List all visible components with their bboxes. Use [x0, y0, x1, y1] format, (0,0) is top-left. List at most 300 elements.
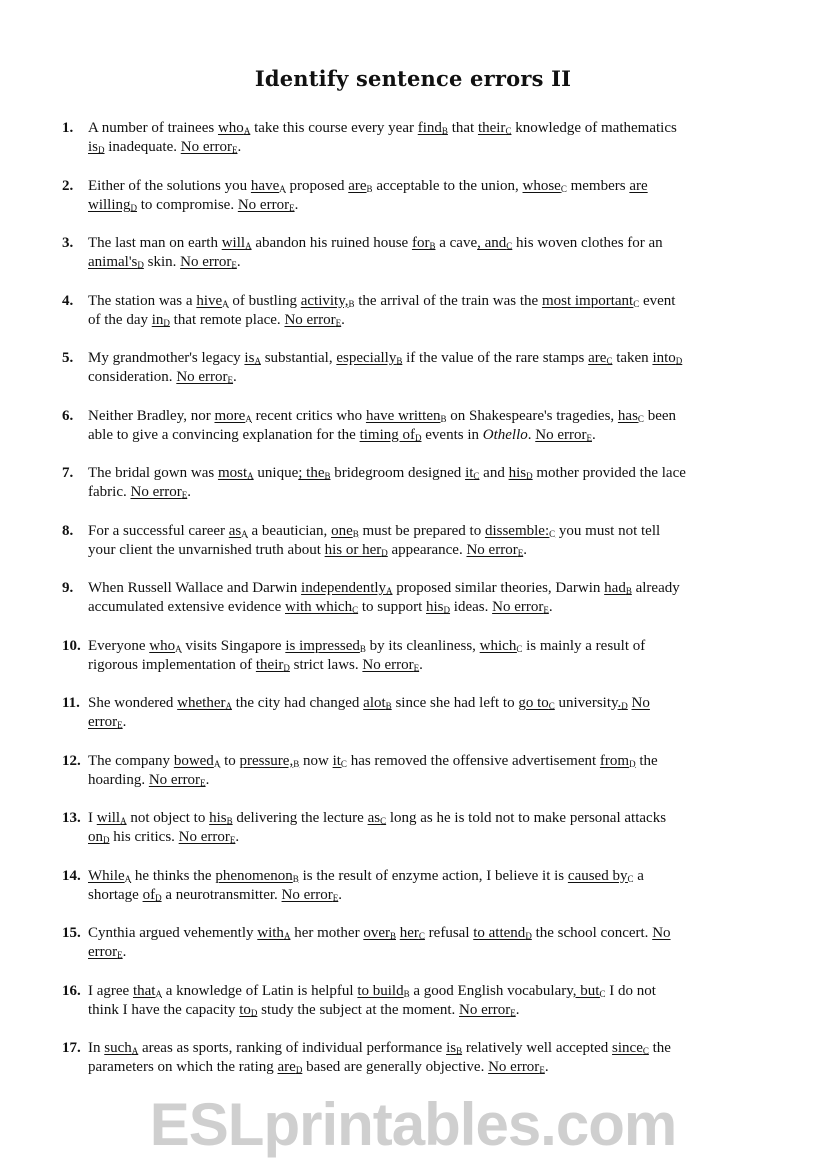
underlined-option[interactable] — [325, 542, 388, 558]
sentence-text: relatively well accepted — [462, 1040, 613, 1056]
sentence-text: been — [643, 407, 677, 424]
option-letter: E — [231, 145, 238, 156]
option-text: hive — [196, 292, 223, 309]
option-letter: A — [283, 931, 291, 941]
underlined-option[interactable] — [181, 139, 238, 155]
option-letter: E — [510, 1007, 516, 1018]
sentence-text: . — [294, 196, 299, 213]
underlined-option[interactable] — [600, 753, 636, 769]
option-text: , but — [572, 982, 600, 999]
sentence-text: visits Singapore — [181, 637, 286, 654]
sentence-text: his woven clothes for an — [512, 235, 663, 251]
underlined-option[interactable] — [652, 350, 682, 366]
page-title: Identify sentence errors II — [254, 66, 572, 91]
option-text: No error — [130, 484, 182, 501]
question-number: 9. — [62, 580, 74, 596]
option-letter: D — [415, 432, 422, 443]
sentence-text: . — [205, 771, 210, 788]
underlined-option[interactable] — [298, 465, 330, 481]
option-text: No error — [176, 369, 228, 386]
option-letter: C — [633, 298, 640, 309]
option-text: their — [255, 656, 284, 673]
sentence-text: . — [237, 139, 242, 156]
option-letter: D — [137, 260, 144, 271]
sentence-text: take this course every year — [250, 120, 418, 136]
sentence-text: substantial, — [260, 350, 337, 366]
question-number: 16. — [62, 982, 81, 999]
sentence-text: events in — [421, 426, 483, 443]
option-letter: B — [456, 1046, 463, 1056]
underlined-option[interactable] — [523, 178, 567, 194]
option-letter: D — [526, 471, 533, 481]
option-text: No error — [362, 656, 414, 673]
underlined-option[interactable] — [130, 484, 187, 500]
underlined-option[interactable] — [218, 465, 254, 481]
option-letter: C — [516, 643, 523, 654]
underlined-option[interactable] — [285, 638, 366, 654]
option-text: While — [88, 867, 125, 884]
underlined-option[interactable] — [485, 523, 555, 539]
option-letter: D — [155, 892, 162, 903]
underlined-option[interactable] — [426, 599, 450, 615]
question-text — [88, 982, 768, 1020]
option-text: most — [217, 465, 248, 481]
option-letter: E — [332, 892, 339, 903]
underlined-option[interactable] — [143, 887, 162, 903]
question-number: 7. — [62, 465, 74, 481]
underlined-option[interactable] — [477, 235, 512, 251]
sentence-text: I — [88, 810, 97, 826]
underlined-option[interactable] — [363, 925, 396, 941]
underlined-option[interactable] — [418, 120, 448, 136]
option-letter: C — [627, 873, 634, 884]
underlined-option[interactable] — [400, 925, 425, 941]
question-item — [62, 579, 762, 637]
underlined-option[interactable] — [88, 139, 105, 155]
underlined-option[interactable] — [492, 599, 549, 615]
sentence-text: inadequate. — [104, 139, 181, 156]
sentence-text: rigorous implementation of — [88, 656, 256, 673]
question-number: 17. — [62, 1040, 81, 1056]
option-text: caused by — [567, 867, 628, 884]
sentence-text: on Shakespeare's tragedies, — [446, 407, 618, 424]
sentence-text: the arrival of the train was the — [354, 292, 542, 309]
underlined-option[interactable] — [629, 178, 647, 194]
underlined-option[interactable] — [488, 1059, 545, 1075]
underlined-option[interactable] — [196, 293, 228, 309]
sentence-text: ideas. — [450, 599, 493, 616]
sentence-text: . — [523, 541, 527, 558]
underlined-option[interactable] — [336, 350, 402, 366]
option-text: in — [151, 311, 164, 328]
option-text: error — [88, 944, 118, 961]
option-text: who — [217, 120, 244, 136]
option-text: activity, — [300, 292, 349, 309]
option-text: No error — [466, 541, 518, 558]
underlined-option[interactable] — [301, 580, 392, 596]
option-text: phenomenon — [215, 867, 293, 884]
underlined-option[interactable] — [88, 254, 144, 270]
option-text: whether — [177, 695, 226, 711]
option-text: bowed — [173, 752, 214, 769]
sentence-text: A number of trainees — [88, 120, 218, 136]
option-text: will — [96, 810, 121, 826]
sentence-text: members — [566, 177, 630, 194]
underlined-option[interactable] — [104, 1040, 138, 1056]
question-number: 3. — [62, 235, 74, 251]
option-text: No error — [148, 771, 201, 788]
option-text: which — [479, 637, 517, 654]
sentence-text: is mainly a result of — [522, 637, 646, 654]
underlined-option[interactable] — [180, 254, 237, 270]
question-number: 6. — [62, 407, 74, 424]
underlined-option[interactable] — [360, 427, 422, 443]
sentence-text: the — [635, 752, 658, 769]
underlined-option[interactable] — [465, 465, 479, 481]
option-text: most important — [541, 292, 634, 309]
sentence-text: . — [591, 426, 596, 443]
sentence-text: the city had changed — [231, 695, 364, 711]
option-letter: E — [117, 950, 123, 961]
sentence-text: must be prepared to — [358, 522, 485, 539]
underlined-option[interactable] — [618, 695, 628, 711]
sentence-text: study the subject at the moment. — [257, 1001, 459, 1018]
sentence-text: . — [122, 714, 127, 731]
sentence-text: you must not tell — [555, 522, 661, 539]
question-text — [88, 464, 768, 502]
option-text: one — [331, 522, 353, 539]
underlined-option[interactable] — [133, 983, 162, 999]
option-text: pressure, — [239, 752, 294, 769]
option-letter: D — [621, 701, 628, 711]
underlined-option[interactable] — [368, 810, 387, 826]
sentence-text: has removed the offensive advertisement — [346, 752, 600, 769]
option-text: his — [426, 599, 444, 616]
underlined-option[interactable] — [229, 523, 248, 539]
sentence-text: proposed similar theories, Darwin — [392, 580, 605, 596]
sentence-text: based are generally objective. — [302, 1059, 489, 1076]
underlined-option[interactable] — [331, 523, 359, 539]
option-letter: A — [386, 586, 393, 596]
underlined-option[interactable] — [652, 925, 670, 941]
option-letter: C — [505, 126, 512, 136]
option-text: go to — [518, 695, 549, 711]
option-letter: D — [103, 835, 110, 846]
sentence-text: areas as sports, ranking of individual performance — [138, 1040, 447, 1056]
sentence-text: In — [88, 1040, 105, 1056]
option-text: it — [465, 465, 474, 481]
underlined-option[interactable] — [214, 408, 251, 424]
sentence-text: When Russell Wallace and Darwin — [88, 580, 302, 596]
sentence-text: of the day — [88, 311, 152, 328]
option-text: No error — [535, 426, 587, 443]
underlined-option[interactable] — [88, 197, 137, 213]
question-item — [62, 867, 762, 925]
underlined-option[interactable] — [174, 753, 221, 769]
option-text: on — [88, 829, 103, 846]
underlined-option[interactable] — [278, 1059, 303, 1075]
question-text — [88, 579, 768, 617]
underlined-option[interactable] — [209, 810, 233, 826]
option-letter: D — [629, 758, 636, 769]
sentence-text: think I have the capacity — [88, 1001, 240, 1018]
sentence-text: his critics. — [109, 829, 179, 846]
option-text: No error — [180, 254, 232, 271]
question-number: 14. — [62, 867, 81, 884]
underlined-option[interactable] — [612, 1040, 649, 1056]
option-letter: C — [352, 605, 359, 616]
option-letter: D — [675, 356, 683, 366]
underlined-option[interactable] — [239, 1002, 257, 1018]
question-text — [88, 809, 768, 847]
question-item — [62, 177, 762, 235]
question-item — [62, 1039, 762, 1097]
option-text: are — [277, 1059, 296, 1076]
underlined-option[interactable] — [459, 1002, 516, 1018]
option-text: such — [104, 1040, 132, 1056]
question-item — [62, 982, 762, 1040]
option-text: No error — [281, 886, 333, 903]
underlined-option[interactable] — [176, 369, 233, 385]
underlined-option[interactable] — [412, 235, 436, 251]
underlined-option[interactable] — [362, 657, 419, 673]
underlined-option[interactable] — [285, 599, 358, 615]
option-text: to build — [357, 982, 404, 999]
option-letter: E — [517, 547, 524, 558]
sentence-text: by its cleanliness, — [365, 637, 480, 654]
option-text: with — [257, 925, 284, 941]
sentence-text: of bustling — [228, 292, 301, 309]
option-letter: C — [340, 758, 347, 769]
watermark: ESLprintables.com — [149, 1091, 677, 1158]
option-letter: C — [548, 701, 555, 711]
option-letter: E — [117, 720, 123, 731]
underlined-option[interactable] — [257, 925, 290, 941]
sentence-text: proposed — [285, 177, 349, 194]
option-letter: C — [380, 816, 387, 826]
sentence-text: I do not — [605, 982, 656, 999]
option-text: dissemble: — [484, 522, 550, 539]
underlined-option[interactable] — [478, 120, 512, 136]
option-letter: E — [413, 662, 420, 673]
sentence-text: consideration. — [88, 369, 177, 386]
sentence-text: She wondered — [88, 695, 178, 711]
underlined-option[interactable] — [256, 657, 290, 673]
option-text: independently — [301, 580, 387, 596]
underlined-option[interactable] — [88, 868, 131, 884]
option-text: had — [604, 580, 626, 596]
underlined-option[interactable] — [149, 772, 206, 788]
underlined-option[interactable] — [244, 350, 261, 366]
underlined-option[interactable] — [518, 695, 554, 711]
italic-title: Othello — [482, 426, 528, 443]
question-text — [88, 752, 768, 790]
question-number: 8. — [62, 522, 74, 539]
option-letter: E — [229, 835, 236, 846]
underlined-option[interactable] — [446, 1040, 462, 1056]
underlined-option[interactable] — [542, 293, 639, 309]
underlined-option[interactable] — [480, 638, 523, 654]
sentence-text: he thinks the — [131, 867, 216, 884]
underlined-option[interactable] — [251, 178, 286, 194]
sentence-text: if the value of the rare stamps — [402, 350, 589, 366]
question-text — [88, 522, 768, 560]
underlined-option[interactable] — [282, 887, 339, 903]
underlined-option[interactable] — [149, 638, 181, 654]
underlined-option[interactable] — [366, 408, 447, 424]
underlined-option[interactable] — [239, 753, 299, 769]
option-text: is — [244, 350, 255, 366]
underlined-option[interactable] — [618, 408, 644, 424]
sentence-text: Everyone — [88, 637, 150, 654]
sentence-text: that remote place. — [169, 311, 285, 328]
underlined-option[interactable] — [357, 983, 409, 999]
underlined-option[interactable] — [88, 944, 123, 960]
sentence-text: Cynthia argued vehemently — [88, 925, 258, 941]
question-number: 4. — [62, 292, 74, 309]
underlined-option[interactable] — [284, 312, 341, 328]
option-text: his — [508, 465, 527, 481]
option-letter: D — [130, 202, 138, 213]
underlined-option[interactable] — [301, 293, 355, 309]
question-text — [88, 694, 768, 732]
question-number: 13. — [62, 810, 81, 826]
option-text: is — [88, 139, 99, 156]
question-number: 12. — [62, 752, 81, 769]
option-letter: B — [359, 643, 366, 654]
underlined-option[interactable] — [97, 810, 127, 826]
option-letter: A — [155, 988, 162, 999]
option-letter: D — [163, 317, 170, 328]
option-letter: A — [247, 471, 254, 481]
sentence-text: For a successful career — [88, 522, 229, 539]
question-item — [62, 349, 762, 407]
sentence-text: . — [419, 656, 423, 673]
underlined-option[interactable] — [238, 197, 295, 213]
sentence-text: . — [527, 426, 536, 443]
option-letter: B — [292, 873, 299, 884]
option-text: error — [88, 714, 118, 731]
underlined-option[interactable] — [509, 465, 533, 481]
underlined-option[interactable] — [88, 714, 123, 730]
question-text — [88, 1039, 768, 1077]
option-text: No error — [488, 1059, 540, 1076]
option-text: are — [629, 177, 648, 194]
option-letter: C — [606, 356, 613, 366]
sentence-text: skin. — [143, 254, 181, 271]
question-item — [62, 464, 762, 522]
sentence-text: My grandmother's legacy — [88, 350, 245, 366]
underlined-option[interactable] — [568, 868, 634, 884]
underlined-option[interactable] — [152, 312, 170, 328]
sentence-text: a neurotransmitter. — [161, 886, 282, 903]
underlined-option[interactable] — [177, 695, 232, 711]
underlined-option[interactable] — [348, 178, 372, 194]
sentence-text: . — [233, 369, 237, 386]
option-text: alot — [363, 695, 386, 711]
option-letter: A — [222, 298, 229, 309]
underlined-option[interactable] — [632, 695, 650, 711]
sentence-text: recent critics who — [251, 407, 366, 424]
underlined-option[interactable] — [218, 120, 250, 136]
underlined-option[interactable] — [179, 829, 236, 845]
option-letter: B — [385, 701, 392, 711]
sentence-text: . — [341, 311, 345, 328]
sentence-text: to support — [358, 599, 427, 616]
underlined-option[interactable] — [363, 695, 392, 711]
sentence-text: The company — [88, 752, 174, 769]
option-text: No error — [178, 829, 230, 846]
option-text: willing — [88, 196, 131, 213]
option-text: for — [411, 235, 430, 251]
sentence-text: accumulated extensive evidence — [88, 599, 285, 616]
option-text: have written — [365, 407, 441, 424]
question-item — [62, 637, 762, 695]
option-letter: A — [245, 413, 252, 424]
option-text: to attend — [473, 925, 526, 941]
option-text: of — [142, 886, 156, 903]
question-item — [62, 234, 762, 292]
option-letter: B — [293, 758, 300, 769]
option-letter: E — [335, 317, 342, 328]
question-text — [88, 637, 768, 675]
underlined-option[interactable] — [535, 427, 592, 443]
option-letter: D — [283, 662, 290, 673]
option-text: their — [477, 120, 506, 136]
option-text: , and — [477, 235, 507, 251]
sentence-text: a — [633, 867, 644, 884]
option-letter: C — [418, 931, 425, 941]
option-text: since — [612, 1040, 643, 1056]
underlined-option[interactable] — [588, 350, 612, 366]
option-letter: B — [324, 471, 331, 481]
question-item — [62, 522, 762, 580]
sentence-text: not object to — [126, 810, 210, 826]
option-letter: E — [181, 490, 188, 501]
option-text: ; the — [298, 465, 325, 481]
sentence-text: able to give a convincing explanation for the — [88, 426, 360, 443]
underlined-option[interactable] — [473, 925, 532, 941]
underlined-option[interactable] — [88, 829, 110, 845]
underlined-option[interactable] — [215, 868, 299, 884]
underlined-option[interactable] — [466, 542, 523, 558]
option-text: are — [348, 177, 367, 194]
option-letter: A — [245, 241, 252, 251]
option-letter: A — [254, 356, 261, 366]
sentence-text: a beautician, — [247, 522, 332, 539]
option-letter: E — [231, 260, 237, 271]
sentence-text: . — [515, 1001, 520, 1018]
underlined-option[interactable] — [573, 983, 606, 999]
option-letter: B — [348, 298, 355, 309]
option-letter: C — [473, 471, 480, 481]
option-letter: B — [352, 528, 359, 539]
option-letter: A — [120, 816, 127, 826]
underlined-option[interactable] — [604, 580, 632, 596]
option-text: are — [588, 350, 607, 366]
sentence-text: refusal — [424, 925, 474, 941]
underlined-option[interactable] — [222, 235, 252, 251]
sentence-text: is the result of enzyme action, I believe it is — [298, 867, 568, 884]
option-letter: C — [642, 1046, 649, 1056]
question-number: 15. — [62, 925, 81, 941]
option-text: more — [214, 407, 246, 424]
sentence-text: The bridal gown was — [88, 465, 218, 481]
underlined-option[interactable] — [333, 753, 347, 769]
option-text: No — [652, 925, 671, 941]
sentence-text: . — [338, 886, 343, 903]
option-text: . — [617, 695, 622, 711]
